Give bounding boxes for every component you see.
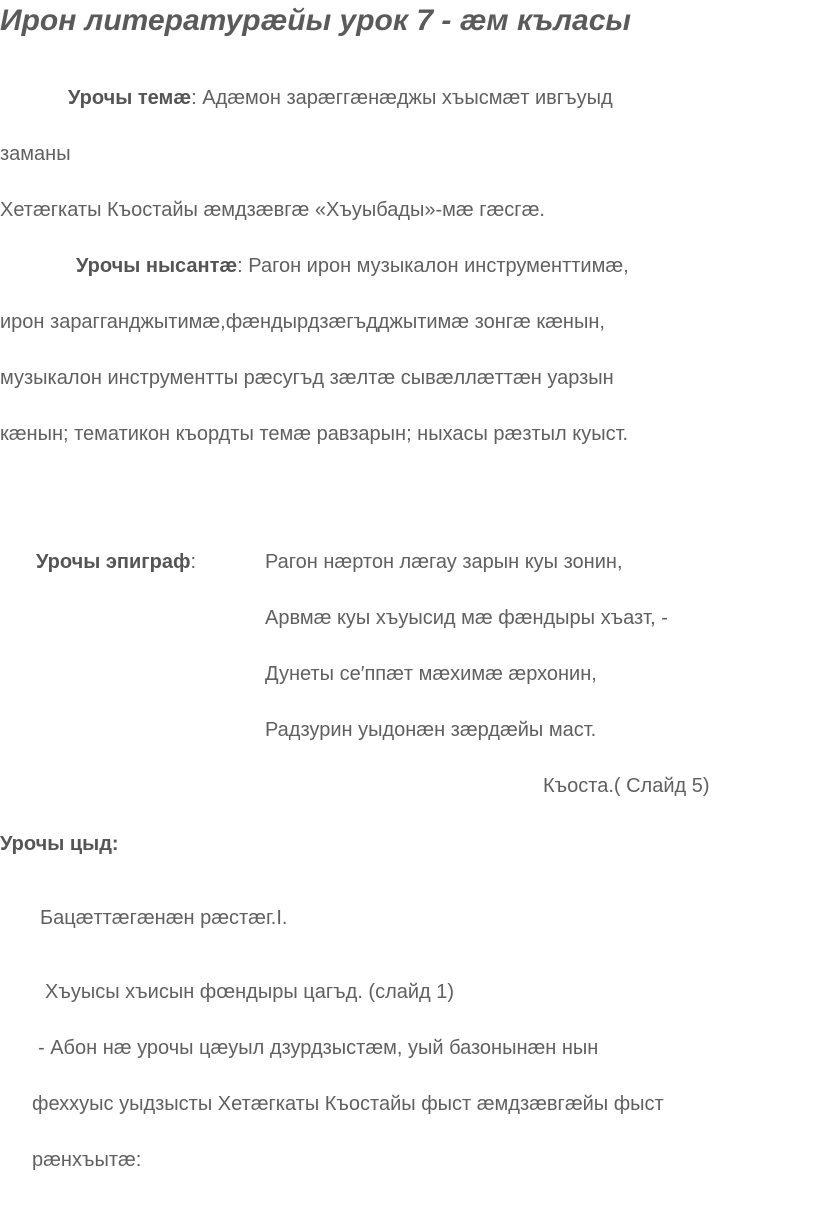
course-heading: Урочы цыд:: [0, 833, 119, 855]
goal-text: : Рагон ирон музыкалон инструменттимæ,: [237, 255, 629, 277]
goal-label: Урочы нысантæ: [76, 255, 238, 277]
epigraph-label: Урочы эпиграф: [36, 551, 191, 573]
epigraph-verse-1: Рагон нæртон лæгау зарын куы зонин,: [265, 551, 623, 573]
topic-line-3: Хетæгкаты Къостайы æмдзæвгæ «Хъуыбады»-мæ гæсгæ.: [0, 199, 545, 221]
goal-line-2: ирон зарагганджытимæ,фæндырдзæгъдджытимæ зонгæ кæнын,: [0, 311, 605, 333]
course-question-line-1: - Абон нæ урочы цæуыл дзурдзыстæм, уый базонынæн нын: [38, 1037, 599, 1059]
epigraph-author: Къоста.( Слайд 5): [543, 775, 710, 797]
epigraph-verse-2: Арвмæ куы хъуысид мæ фæндыры хъазт, -: [265, 607, 668, 629]
epigraph-label-line: [36, 550, 196, 574]
goal-line-1: [76, 254, 629, 278]
topic-text: : Адæмон зарæггæнæджы хъысмæт ивгъуыд: [191, 87, 613, 109]
epigraph-verse-4: Радзурин уыдонæн зæрдæйы маст.: [265, 719, 597, 741]
goal-line-3: музыкалон инструментты рæсугъд зæлтæ сывæллæттæн уарзын: [0, 367, 614, 389]
page-title: Ирон литературæйы урок 7 - æм къласы: [0, 4, 632, 37]
course-question-line-3: рæнхъытæ:: [32, 1149, 142, 1171]
topic-label: Урочы темæ: [68, 87, 192, 109]
course-question-line-2: феххуыс уыдзысты Хетæгкаты Къостайы фыст æмдзæвгæйы фыст: [32, 1093, 664, 1115]
topic-line-1: [68, 86, 613, 110]
epigraph-colon: :: [190, 551, 197, 573]
course-stage: Бацæттæгæнæн рæстæг.I.: [40, 907, 288, 929]
goal-line-4: кæнын; тематикон къордты темæ равзарын; ныхасы рæзтыл куыст.: [0, 423, 629, 445]
epigraph-verse-3: Дунеты се′ппæт мæхимæ æрхонин,: [265, 663, 597, 685]
topic-line-2: заманы: [0, 143, 71, 165]
course-music: Хъуысы хъисын фœндыры цагъд. (слайд 1): [45, 981, 455, 1003]
